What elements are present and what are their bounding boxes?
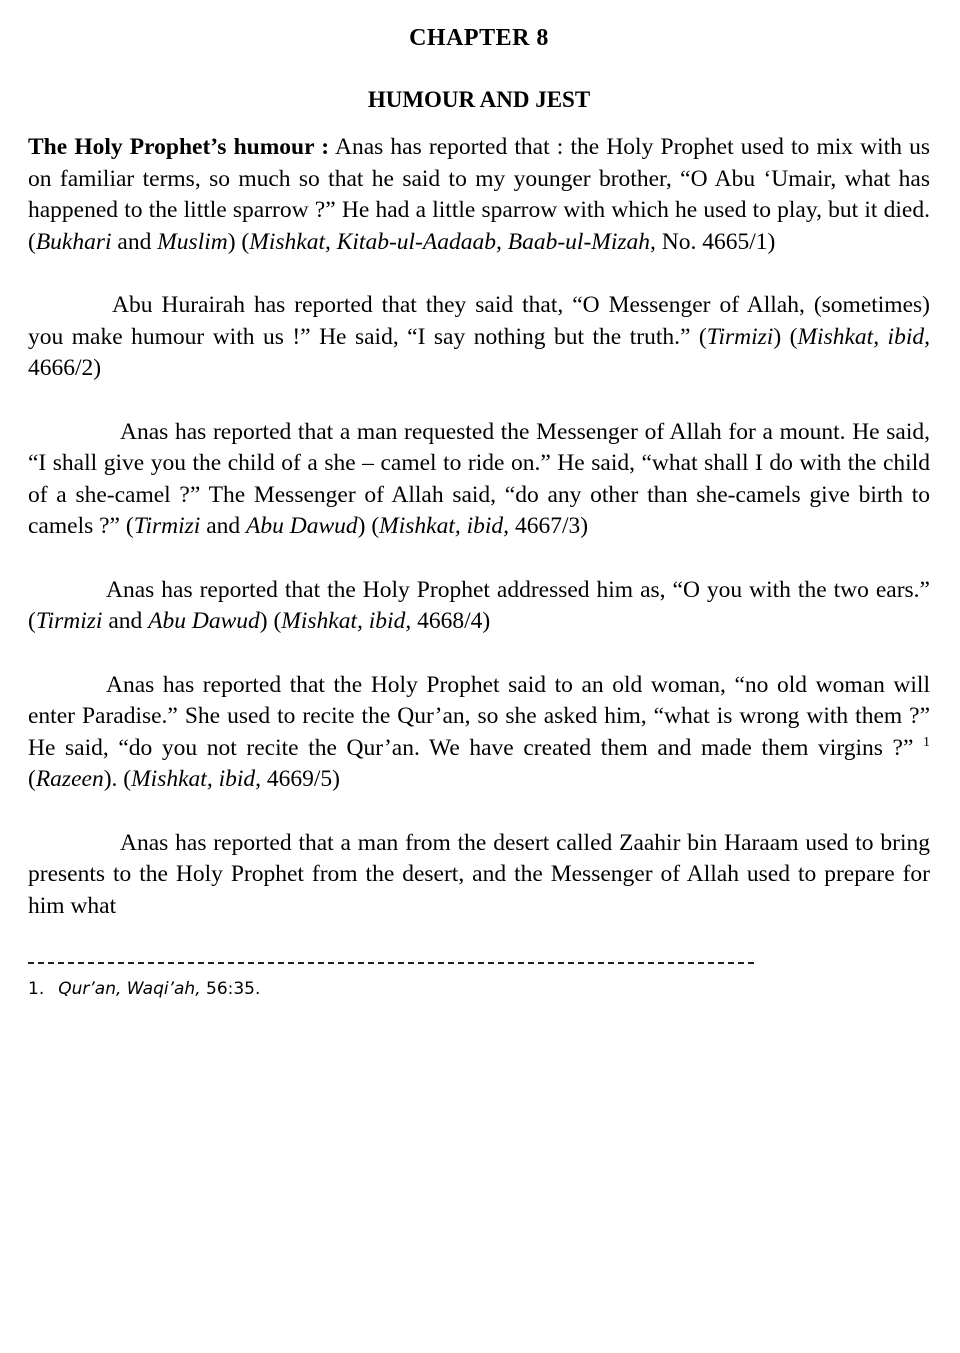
reference-citation: Mishkat, ibid, bbox=[379, 513, 510, 539]
paragraph-abu-hurairah bbox=[28, 290, 930, 385]
footnote-marker: 1 bbox=[923, 734, 930, 750]
connector-text: ). ( bbox=[103, 766, 132, 792]
paragraph-two-ears bbox=[28, 575, 930, 638]
source-citation: Tirmizi bbox=[706, 323, 774, 350]
source-citation: Tirmizi bbox=[35, 608, 103, 634]
connector-text: ) ( bbox=[357, 513, 380, 539]
footnote-verse: 56:35. bbox=[200, 979, 261, 999]
connector-text: ( bbox=[28, 766, 36, 792]
reference-citation: Mishkat, ibid, bbox=[281, 608, 412, 634]
paragraph-text: Anas has reported that the Holy Prophet said to an old woman, “no old woman will enter Paradise.” She used to recite the Qur’an, so she asked him, “what is wrong with them ?” He said, “do you not recite the Qur’an. We have created them and made them virgins ?” bbox=[28, 671, 930, 761]
connector-text: and bbox=[102, 608, 149, 634]
paragraph-text: Abu Hurairah has reported that they said that, “O Messenger of Allah, (sometimes) you make humour with us !” He said, “I say nothing but the truth.” ( bbox=[28, 292, 930, 350]
source-citation: Razeen bbox=[35, 766, 104, 792]
section-lead: The Holy Prophet’s humour : bbox=[28, 134, 330, 160]
footnote-reference: Qur’an, Waqi’ah, bbox=[58, 979, 201, 999]
paragraph-text: Anas has reported that a man requested the Messenger of Allah for a mount. He said, “I shall give you the child of a she – camel to ride on.” He said, “what shall I do with the child of a she-camel ?” The Messenger of Allah said, “do any other than she-camels give birth to camels ?” ( bbox=[28, 418, 930, 539]
reference-citation: Mishkat, ibid, bbox=[797, 323, 930, 350]
source-citation: Muslim bbox=[157, 228, 228, 255]
paragraph-text: Anas has reported that a man from the desert called Zaahir bin Haraam used to bring presents to the Holy Prophet from the desert, and the Messenger of Allah used to prepare for him what bbox=[28, 829, 930, 919]
source-citation: Tirmizi bbox=[133, 513, 201, 539]
chapter-title: HUMOUR AND JEST bbox=[367, 87, 591, 112]
reference-number: 4667/3) bbox=[509, 513, 589, 539]
source-citation: Abu Dawud bbox=[246, 513, 358, 539]
reference-number: No. 4665/1) bbox=[655, 228, 776, 255]
reference-number: 4668/4) bbox=[411, 608, 491, 634]
footnote-number: 1. bbox=[28, 979, 45, 999]
connector-text: ) ( bbox=[227, 228, 250, 255]
reference-citation: Mishkat, Kitab-ul-Aadaab, Baab-ul-Mizah, bbox=[249, 228, 656, 255]
paragraph-text: Anas has reported that : the Holy Prophet used to mix with us on familiar terms, so much so that he said to my younger brother, “O Abu ‘Umair, what has happened to the little sparrow ?” He had a little sparrow with which he used to play, but it died. ( bbox=[28, 134, 930, 255]
footnote-divider bbox=[28, 962, 754, 964]
footnote bbox=[28, 978, 930, 1000]
source-citation: Bukhari bbox=[35, 228, 112, 255]
chapter-heading: CHAPTER 8 bbox=[409, 25, 549, 51]
connector-text: and bbox=[200, 513, 246, 539]
paragraph-text: Anas has reported that the Holy Prophet addressed him as, “O you with the two ears.” ( bbox=[28, 576, 930, 634]
reference-number: 4666/2) bbox=[28, 355, 102, 381]
paragraph-old-woman bbox=[28, 670, 930, 796]
paragraph-prophets-humour bbox=[28, 132, 930, 258]
connector-text: ) ( bbox=[773, 323, 798, 350]
source-citation: Abu Dawud bbox=[148, 608, 260, 634]
connector-text: and bbox=[111, 228, 158, 255]
document-page bbox=[28, 20, 930, 1000]
paragraph-zaahir bbox=[28, 828, 930, 923]
paragraph-she-camel bbox=[28, 417, 930, 543]
reference-number: 4669/5) bbox=[261, 766, 340, 792]
connector-text: ) ( bbox=[259, 608, 282, 634]
reference-citation: Mishkat, ibid, bbox=[131, 766, 262, 792]
